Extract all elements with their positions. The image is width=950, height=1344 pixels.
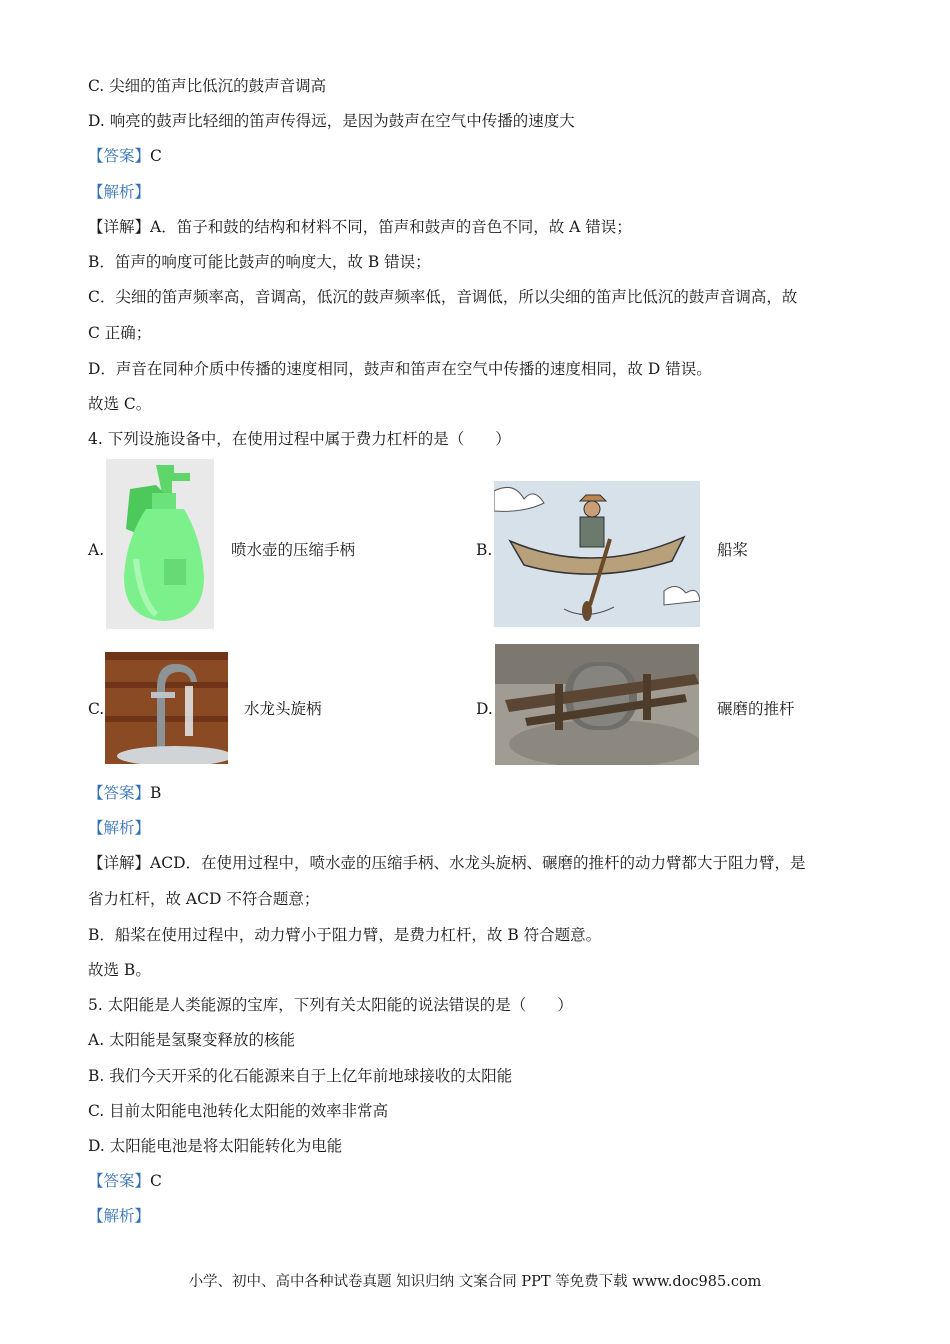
q4-analysis-tag: 【解析】 <box>88 819 151 837</box>
q5-analysis-tag: 【解析】 <box>88 1207 151 1225</box>
detail-b: B．笛声的响度可能比鼓声的响度大，故 B 错误； <box>88 253 431 271</box>
q5-option-c: C. 目前太阳能电池转化太阳能的效率非常高 <box>88 1102 389 1120</box>
analysis-tag: 【解析】 <box>88 183 151 201</box>
q5-answer-tag: 【答案】 <box>88 1172 151 1190</box>
q5-option-d: D. 太阳能电池是将太阳能转化为电能 <box>88 1137 343 1155</box>
q4-answer-line <box>88 783 161 803</box>
answer-tag: 【答案】 <box>88 147 151 165</box>
option-c-text: C. 尖细的笛声比低沉的鼓声音调高 <box>88 77 327 95</box>
q4-answer-value: B <box>150 784 162 802</box>
q5-answer-value: C <box>150 1172 162 1190</box>
option-b-letter: B. <box>476 541 493 559</box>
q5-option-b: B. 我们今天开采的化石能源来自于上亿年前地球接收的太阳能 <box>88 1067 513 1085</box>
q4-answer-tag: 【答案】 <box>88 784 151 802</box>
detail-tag: 【详解】 <box>88 218 151 236</box>
answer-value: C <box>150 147 162 165</box>
stone-mill-image <box>495 644 699 765</box>
conclusion: 故选 C。 <box>88 395 152 413</box>
boat-paddle-image <box>494 481 700 627</box>
q5-option-a: A. 太阳能是氢聚变释放的核能 <box>88 1031 296 1049</box>
option-d-letter: D. <box>476 700 493 718</box>
faucet-image <box>105 652 228 764</box>
option-c-caption: 水龙头旋柄 <box>244 700 322 718</box>
detail-d: D．声音在同种介质中传播的速度相同，鼓声和笛声在空气中传播的速度相同，故 D 错误。 <box>88 360 712 378</box>
detail-c-2: C 正确； <box>88 324 152 342</box>
q4-conclusion: 故选 B。 <box>88 961 151 979</box>
q5-answer-line <box>88 1171 162 1191</box>
option-a-caption: 喷水壶的压缩手柄 <box>231 541 356 559</box>
q4-detail-2: 省力杠杆，故 ACD 不符合题意； <box>88 890 320 908</box>
q4-detail-1-text: ACD．在使用过程中，喷水壶的压缩手柄、水龙头旋柄、碾磨的推杆的动力臂都大于阻力臂，是 <box>150 854 806 872</box>
option-a-letter: A. <box>88 541 105 559</box>
option-b-caption: 船桨 <box>717 541 749 559</box>
page-footer: 小学、初中、高中各种试卷真题 知识归纳 文案合同 PPT 等免费下载 www.doc985.com <box>188 1274 762 1290</box>
q4-detail-tag: 【详解】 <box>88 854 151 872</box>
detail-c-1: C．尖细的笛声频率高，音调高，低沉的鼓声频率低，音调低，所以尖细的笛声比低沉的鼓声音调高，故 <box>88 288 798 306</box>
option-d-text: D. 响亮的鼓声比轻细的笛声传得远，是因为鼓声在空气中传播的速度大 <box>88 112 575 130</box>
answer-line <box>88 146 162 166</box>
q4-detail-1 <box>88 853 806 873</box>
option-d-caption: 碾磨的推杆 <box>717 700 795 718</box>
option-c-letter: C. <box>88 700 105 718</box>
spray-bottle-image <box>106 459 214 629</box>
detail-a <box>88 217 632 237</box>
detail-a-text: A．笛子和鼓的结构和材料不同，笛声和鼓声的音色不同，故 A 错误； <box>150 218 632 236</box>
question-4-stem: 4. 下列设施设备中，在使用过程中属于费力杠杆的是（ ） <box>88 430 511 448</box>
question-5-stem: 5. 太阳能是人类能源的宝库，下列有关太阳能的说法错误的是（ ） <box>88 996 573 1014</box>
q4-detail-3: B．船桨在使用过程中，动力臂小于阻力臂，是费力杠杆，故 B 符合题意。 <box>88 926 602 944</box>
